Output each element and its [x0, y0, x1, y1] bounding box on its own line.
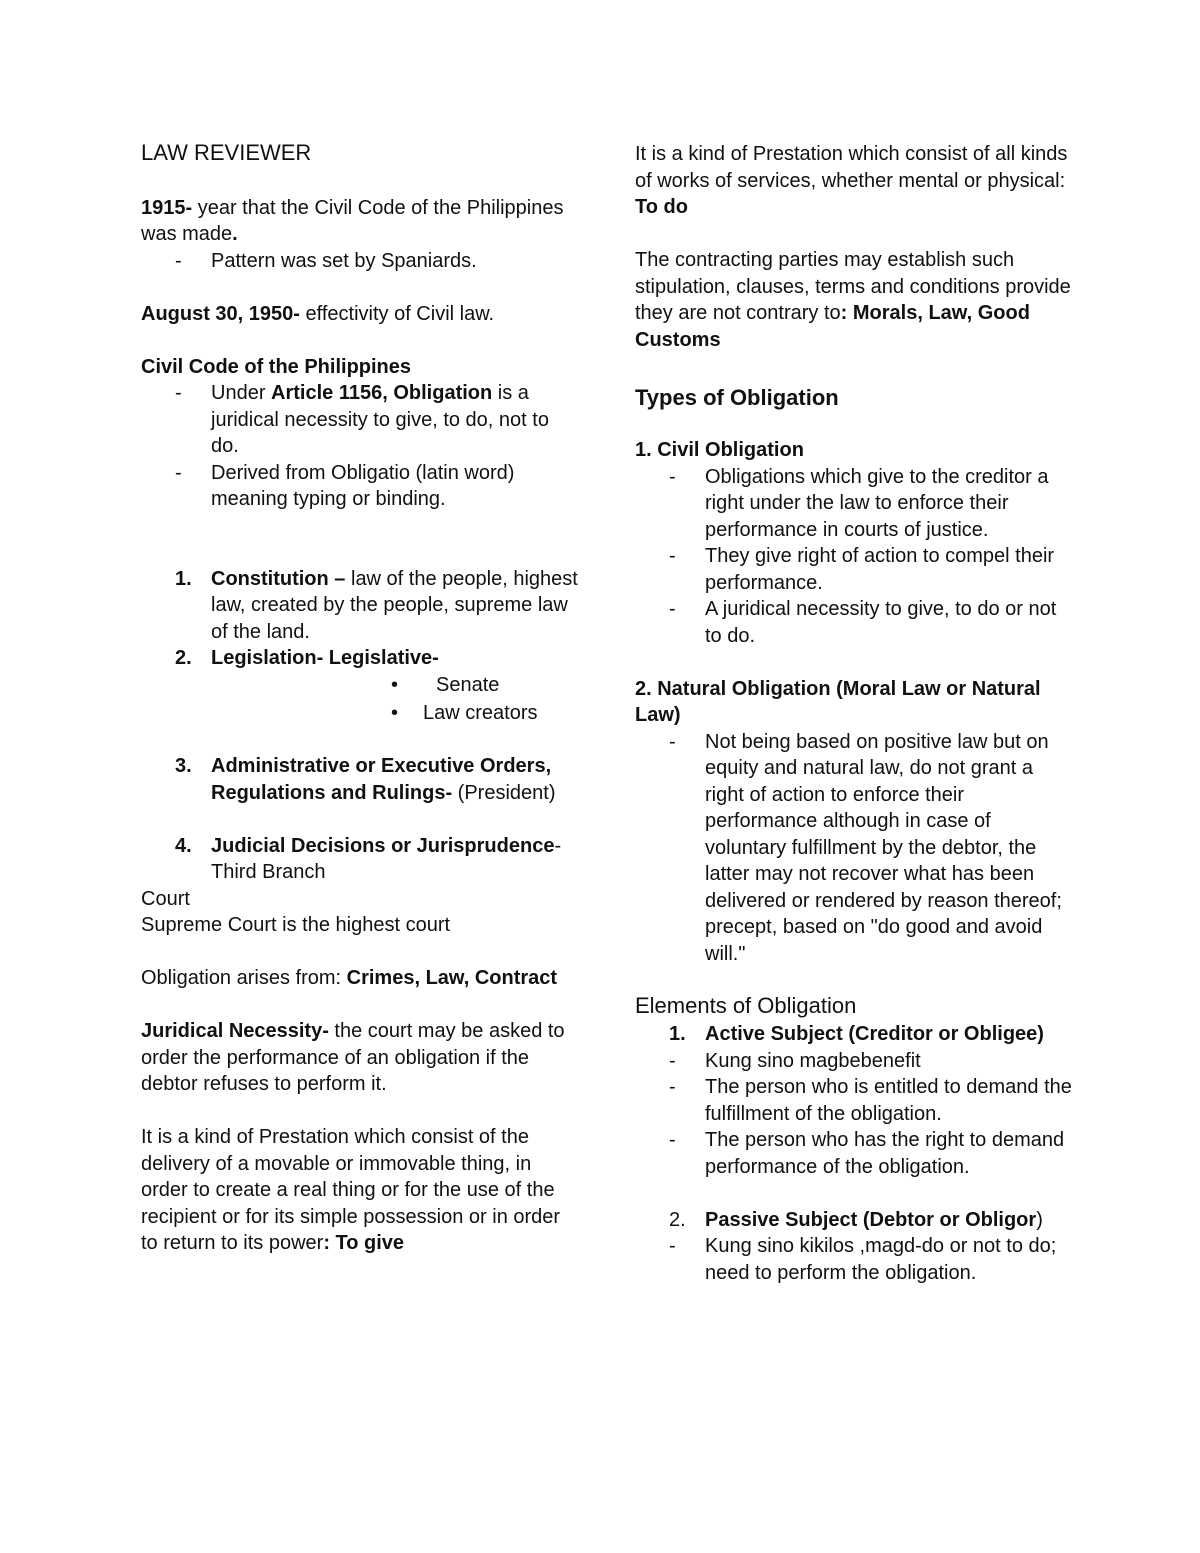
list-item — [141, 460, 581, 513]
dash-marker: - — [669, 598, 676, 620]
senate-text: Senate — [436, 673, 500, 696]
prestation-do-paragraph — [635, 141, 1075, 221]
dash-marker: - — [669, 1235, 676, 1257]
list-item — [635, 1048, 1075, 1075]
list-item — [635, 1127, 1075, 1180]
constitution-text: law of the people, highest law, created by the people, supreme law of the land. — [211, 567, 578, 643]
dash-marker: - — [669, 1049, 676, 1072]
judicial-text: - Third Branch — [211, 834, 562, 883]
effectivity-text: effectivity of Civil law. — [299, 302, 495, 325]
under-text-c: is a juridical necessity to give, to do, not to do. — [211, 382, 549, 457]
natural-obligation-heading: 2. Natural Obligation (Moral Law or Natural Law) — [635, 677, 1041, 726]
number-marker: 1. — [175, 567, 192, 590]
contracting-text: The contracting parties may establish such stipulation, clauses, terms and conditions provide they are not contrary to — [635, 249, 1071, 324]
dash-marker: - — [175, 461, 182, 484]
arises-paragraph — [141, 965, 581, 992]
bullet-marker: • — [391, 673, 399, 696]
effectivity-label: August 30, 1950- — [141, 302, 300, 325]
left-column — [141, 140, 581, 1257]
effectivity-paragraph — [141, 301, 581, 328]
list-item — [141, 833, 581, 886]
active-item-2: The person who is entitled to demand the fulfillment of the obligation. — [705, 1076, 1072, 1125]
year-1915-text: year that the Civil Code of the Philippines was made — [141, 196, 564, 245]
active-subject-label: Active Subject (Creditor or Obligee) — [705, 1023, 1044, 1045]
dash-marker: - — [175, 382, 182, 404]
juridical-paragraph — [141, 1018, 581, 1098]
derived-text: Derived from Obligatio (latin word) meaning typing or binding. — [211, 461, 515, 510]
number-marker: 2. — [669, 1208, 686, 1231]
civil-item-2: They give right of action to compel their performance. — [705, 545, 1055, 594]
dash-marker: - — [669, 465, 676, 488]
types-heading: Types of Obligation — [635, 385, 839, 410]
juridical-text: the court may be asked to order the performance of an obligation if the debtor refuses to perform it. — [141, 1020, 565, 1095]
list-item — [635, 1207, 1075, 1234]
arises-text: Obligation arises from: — [141, 967, 347, 989]
contracting-paragraph — [635, 247, 1075, 353]
legislation-label: Legislation- Legislative- — [211, 647, 439, 669]
court-text: Court — [141, 887, 190, 910]
dash-marker: - — [669, 1129, 676, 1151]
list-item — [635, 543, 1075, 596]
year-1915-label: 1915- — [141, 196, 193, 219]
number-marker: 1. — [669, 1023, 686, 1045]
list-item — [141, 753, 581, 806]
number-marker: 3. — [175, 755, 192, 777]
dash-marker: - — [669, 730, 676, 753]
list-item — [635, 464, 1075, 544]
list-item — [635, 596, 1075, 649]
under-text-a: Under — [211, 382, 272, 404]
prestation-do-text: It is a kind of Prestation which consist of all kinds of works of services, whether mental or physical: — [635, 143, 1068, 192]
under-text-b: Article 1156, Obligation — [271, 382, 493, 404]
list-item — [141, 380, 581, 460]
prestation-give-text: It is a kind of Prestation which consist of the delivery of a movable or immovable thing, in order to create a real thing or for the use of the recipient or for its simple possession or in order to return to its power — [141, 1126, 561, 1254]
number-marker: 2. — [175, 647, 192, 669]
constitution-label: Constitution – — [211, 567, 346, 590]
list-item — [141, 248, 581, 275]
active-item-1: Kung sino magbebenefit — [705, 1049, 921, 1072]
dash-marker: - — [175, 249, 182, 272]
judicial-label: Judicial Decisions or Jurisprudence — [211, 834, 555, 857]
dash-marker: - — [669, 1076, 676, 1098]
list-item — [141, 700, 581, 727]
passive-subject-label: Passive Subject (Debtor or Obligor — [705, 1208, 1037, 1231]
list-item — [141, 566, 581, 646]
civil-code-heading: Civil Code of the Philippines — [141, 355, 412, 378]
arises-sources: Crimes, Law, Contract — [346, 967, 558, 989]
admin-text: (President) — [452, 781, 556, 804]
list-item — [635, 729, 1075, 968]
year-1915-paragraph — [141, 195, 581, 248]
civil-item-3: A juridical necessity to give, to do or not to do. — [705, 598, 1057, 647]
list-item — [141, 672, 581, 699]
admin-label: Administrative or Executive Orders, Regulations and Rulings- — [211, 755, 552, 804]
prestation-give-paragraph — [141, 1124, 581, 1257]
list-item — [635, 1233, 1075, 1286]
law-creators-text: Law creators — [423, 702, 538, 724]
number-marker: 4. — [175, 834, 192, 857]
right-column — [635, 141, 1075, 1286]
juridical-label: Juridical Necessity- — [141, 1020, 329, 1042]
natural-item-1: Not being based on positive law but on equity and natural law, do not grant a right of action to enforce their performance although in case of voluntary fulfillment by the debtor, the latter may not recover what has been delivered or rendered by reason thereof; precept, based on "do good and avoid will." — [705, 730, 1062, 965]
elements-heading: Elements of Obligation — [635, 993, 857, 1018]
list-item — [635, 1021, 1075, 1048]
year-1915-dot: . — [232, 223, 238, 245]
passive-item-1: Kung sino kikilos ,magd-do or not to do; need to perform the obligation. — [705, 1235, 1057, 1284]
civil-item-1: Obligations which give to the creditor a right under the law to enforce their performance in courts of justice. — [705, 465, 1049, 541]
civil-obligation-heading: 1. Civil Obligation — [635, 439, 804, 461]
document-title: LAW REVIEWER — [141, 140, 312, 165]
dash-marker: - — [669, 545, 676, 567]
contracting-label: : Morals, Law, Good Customs — [635, 302, 1030, 351]
list-item — [635, 1074, 1075, 1127]
bullet-marker: • — [391, 702, 399, 724]
prestation-give-label: : To give — [323, 1232, 405, 1254]
list-item — [141, 645, 581, 672]
pattern-text: Pattern was set by Spaniards. — [211, 249, 477, 272]
prestation-do-label: To do — [635, 196, 688, 218]
supreme-court-text: Supreme Court is the highest court — [141, 914, 451, 936]
active-item-3: The person who has the right to demand performance of the obligation. — [705, 1129, 1065, 1178]
passive-subject-paren: ) — [1036, 1208, 1043, 1231]
